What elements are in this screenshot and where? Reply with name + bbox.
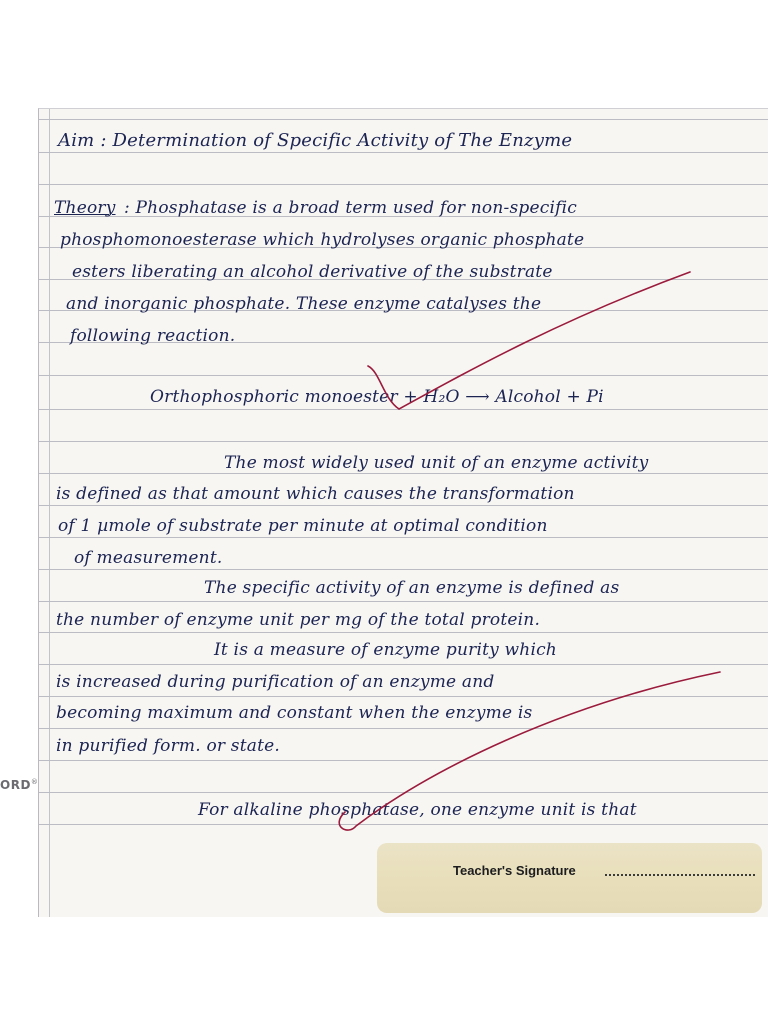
theory-label: Theory <box>54 198 116 218</box>
brand-fragment-text: ORD <box>0 778 31 792</box>
reaction-equation: Orthophosphoric monoester + H₂O ⟶ Alcohol + Pi <box>150 387 604 407</box>
text-line: For alkaline phosphatase, one enzyme unit is that <box>198 800 637 820</box>
ruled-line <box>39 760 768 761</box>
text-line: becoming maximum and constant when the enzyme is <box>56 703 533 723</box>
ruled-line <box>39 409 768 410</box>
aim-heading: Aim : Determination of Specific Activity of The Enzyme <box>58 130 573 151</box>
text-line: The most widely used unit of an enzyme activity <box>224 453 649 473</box>
ruled-line <box>39 569 768 570</box>
text-line: the number of enzyme unit per mg of the total protein. <box>56 610 541 630</box>
ruled-line <box>39 152 768 153</box>
text-line: It is a measure of enzyme purity which <box>214 640 557 660</box>
margin-line <box>49 109 50 917</box>
ruled-line <box>39 537 768 538</box>
text-line: is defined as that amount which causes the transformation <box>56 484 575 504</box>
ruled-line <box>39 601 768 602</box>
text-line: of measurement. <box>74 548 223 568</box>
ruled-line <box>39 184 768 185</box>
ruled-line <box>39 375 768 376</box>
ruled-line <box>39 473 768 474</box>
text-line: in purified form. or state. <box>56 736 280 756</box>
ruled-line <box>39 441 768 442</box>
ruled-line <box>39 728 768 729</box>
ruled-line <box>39 824 768 825</box>
text-line: The specific activity of an enzyme is defined as <box>204 578 620 598</box>
text-line: following reaction. <box>70 326 236 346</box>
text-line: of 1 µmole of substrate per minute at optimal condition <box>58 516 548 536</box>
ruled-line <box>39 664 768 665</box>
ruled-line <box>39 505 768 506</box>
text-line: is increased during purification of an enzyme and <box>56 672 495 692</box>
signature-dotted-line <box>605 874 755 876</box>
ruled-line <box>39 696 768 697</box>
brand-logo-fragment <box>0 778 38 792</box>
text-line: phosphomonoesterase which hydrolyses organic phosphate <box>60 230 585 250</box>
ruled-line <box>39 632 768 633</box>
signature-box <box>377 843 762 913</box>
ruled-line <box>39 119 768 120</box>
ruled-line <box>39 792 768 793</box>
text-line: and inorganic phosphate. These enzyme catalyses the <box>66 294 542 314</box>
registered-mark: ® <box>30 778 39 786</box>
text-line: esters liberating an alcohol derivative of the substrate <box>72 262 553 282</box>
signature-label: Teacher's Signature <box>453 863 576 878</box>
text-line: : Phosphatase is a broad term used for non-specific <box>124 198 577 218</box>
